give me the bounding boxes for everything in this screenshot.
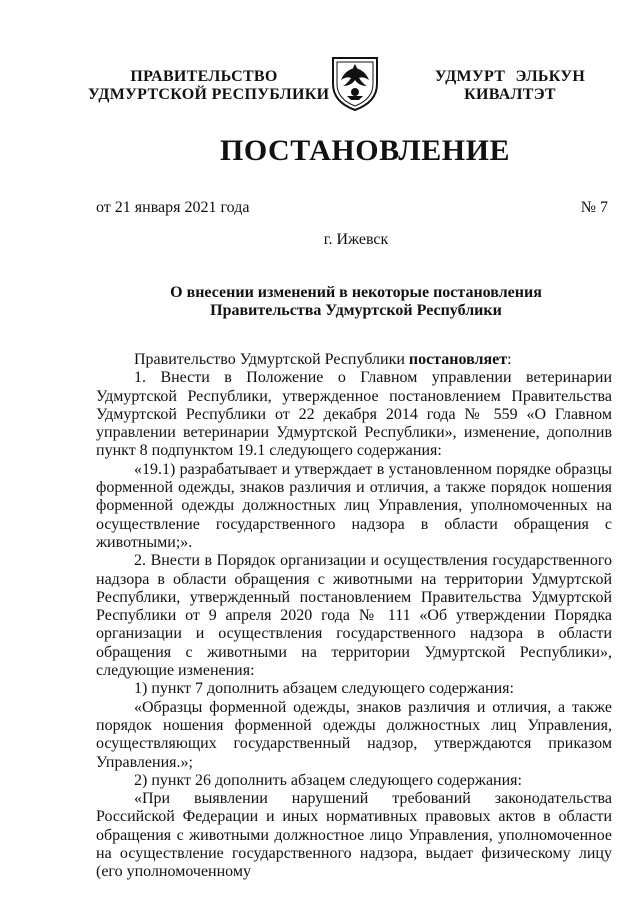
paragraph-3: 2. Внести в Порядок организации и осуществления государственного надзора в области обращения с животными на территории Удмуртской Республики, утвержденный постановлением Правительства Удмуртской Республики от 9 апреля 2020 года № 111 «Об утверждении Порядка организации и осуществления государственного надзора в области обращения с животными на территории Удмуртской Республики», следующие изменения: (96, 552, 612, 680)
paragraph-4: 1) пункт 7 дополнить абзацем следующего содержания: (134, 680, 514, 698)
subject-line-1: О внесении изменений в некоторые постановления (170, 284, 542, 301)
subject-line-2: Правительства Удмуртской Республики (210, 302, 502, 319)
document-city: г. Ижевск (323, 231, 389, 248)
document-title: ПОСТАНОВЛЕНИЕ (220, 134, 510, 167)
paragraph-7: «При выявлении нарушений требований законодательства Российской Федерации и иных нормативных правовых актов в области обращения с животными должностное лицо Управления, уполномоченное на осуществление государственного надзора, выдает физическому лицу (его уполномоченному (96, 790, 612, 881)
intro-verb: постановляет (408, 351, 508, 368)
document-body (96, 351, 612, 882)
document-date: от 21 января 2021 года (96, 199, 250, 216)
intro-text: Правительство Удмуртской Республики (134, 351, 409, 368)
udmurt-name-line-2: КИВАЛТЭТ (464, 86, 556, 103)
intro-paragraph (96, 351, 612, 369)
paragraph-2: «19.1) разрабатывает и утверждает в установленном порядке образцы форменной одежды, знаков различия и отличия, а также порядок ношения форменной одежды должностных лиц Управления, уполномоченных на осуществление государственного надзора в области обращения с животными;». (96, 460, 612, 551)
government-name-line-2: УДМУРТСКОЙ РЕСПУБЛИКИ (88, 86, 330, 103)
document-subject (0, 284, 640, 320)
paragraph-1: 1. Внести в Положение о Главном управлении ветеринарии Удмуртской Республики, утвержденное постановлением Правительства Удмуртской Республики от 22 декабря 2014 года № 559 «О Главном управлении ветеринарии Удмуртской Республики», изменение, дополнив пункт 8 подпунктом 19.1 следующего содержания: (96, 369, 612, 460)
udmurt-coat-of-arms-icon (329, 54, 381, 112)
government-name-line-1: ПРАВИТЕЛЬСТВО (130, 68, 278, 85)
government-name-udmurt (420, 68, 600, 104)
paragraph-6: 2) пункт 26 дополнить абзацем следующего содержания: (134, 771, 522, 789)
document-number: № 7 (580, 199, 608, 216)
government-name-russian (88, 68, 330, 104)
intro-colon: : (507, 351, 512, 368)
udmurt-name-line-1: УДМУРТ ЭЛЬКУН (434, 68, 586, 85)
paragraph-5: «Образцы форменной одежды, знаков различия и отличия, а также порядок ношения форменной одежды должностных лиц Управления, осуществляющих государственный надзор, утверждаются приказом Управления.»; (96, 698, 612, 771)
